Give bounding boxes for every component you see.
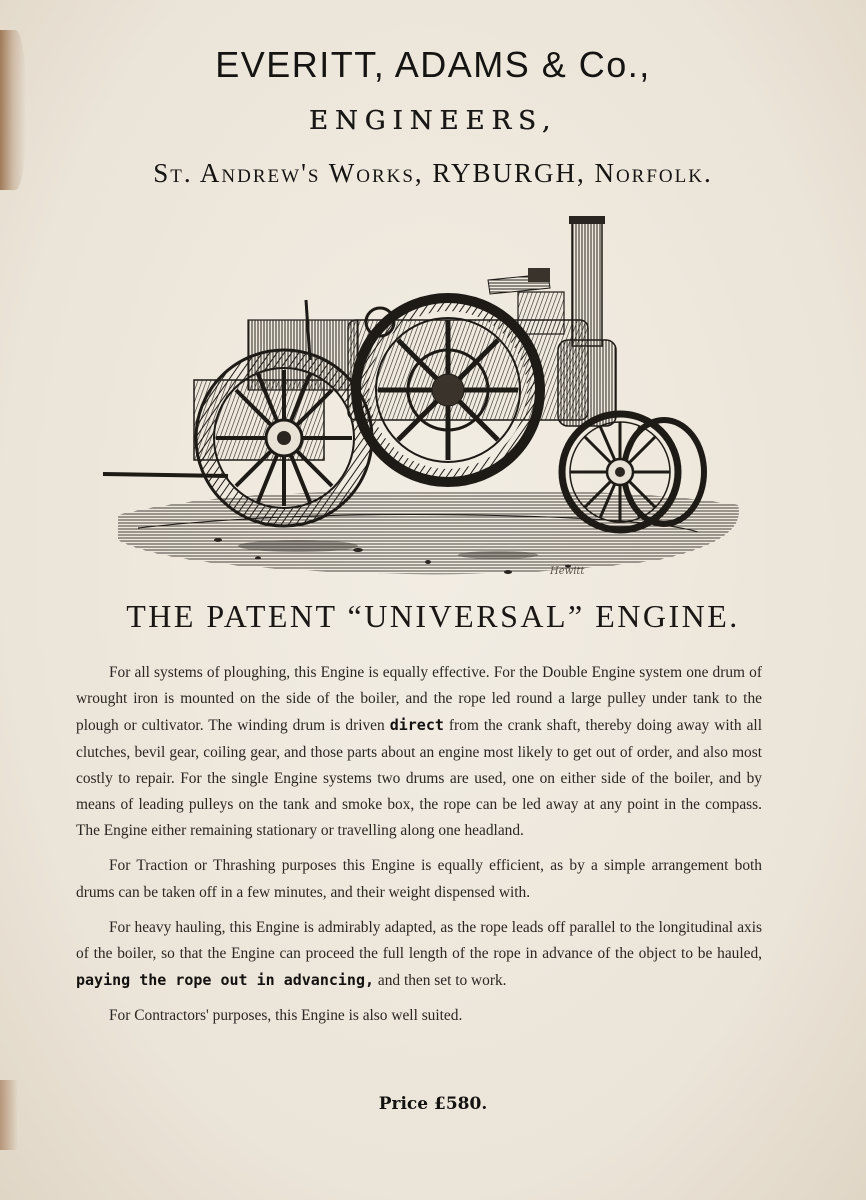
paragraph-ploughing-part-a: For all systems of ploughing, this Engine is equally effective. For the Double Engine system one drum of wrought iron is mounted on the side of the boiler, and the rope led round a large pulley under tank to the plough or cultivator. The winding drum is driven	[76, 664, 762, 735]
company-address: St. Andrew's Works, RYBURGH, Norfolk.	[153, 158, 713, 188]
paragraph-ploughing	[76, 660, 762, 844]
emphasis-direct: direct	[389, 716, 444, 735]
description-text	[76, 660, 762, 1039]
trade-heading: ENGINEERS,	[308, 106, 558, 136]
winding-drum	[356, 298, 540, 482]
traction-engine-engraving	[98, 210, 758, 590]
price-label: Price £580.	[378, 1094, 488, 1114]
paragraph-hauling-part-a: For heavy hauling, this Engine is admirably adapted, as the rope leads off parallel to the longitudinal axis of the boiler, so that the Engine can proceed the full length of the rope in advance of the object to be hauled,	[76, 918, 762, 963]
company-name: EVERITT, ADAMS & Co.,	[215, 44, 651, 85]
paper-stain-lower	[0, 1080, 18, 1150]
paragraph-traction: For Traction or Thrashing purposes this Engine is equally efficient, as by a simple arrangement both drums can be taken off in a few minutes, and their weight dispensed with.	[76, 857, 762, 901]
emphasis-paying-rope: paying the rope out in advancing,	[76, 971, 375, 990]
engraver-signature: Hewitt	[550, 566, 585, 577]
paragraph-hauling	[76, 915, 762, 995]
rear-wheel	[196, 350, 372, 526]
paragraph-contractors: For Contractors' purposes, this Engine is also well suited.	[109, 1007, 463, 1025]
paragraph-ploughing-part-b: from the crank shaft, thereby doing away with all clutches, bevil gear, coiling gear, and those parts about an engine most likely to get out of order, and also most costly to repair. For the single Engine systems two drums are used, one on either side of the boiler, and by means of leading pulleys on the tank and smoke box, the rope can be led away at any point in the compass. The Engine either remaining stationary or travelling along one headland.	[76, 717, 762, 840]
paragraph-hauling-part-b: and then set to work.	[377, 972, 507, 990]
engine-title: THE PATENT “UNIVERSAL” ENGINE.	[126, 598, 740, 634]
